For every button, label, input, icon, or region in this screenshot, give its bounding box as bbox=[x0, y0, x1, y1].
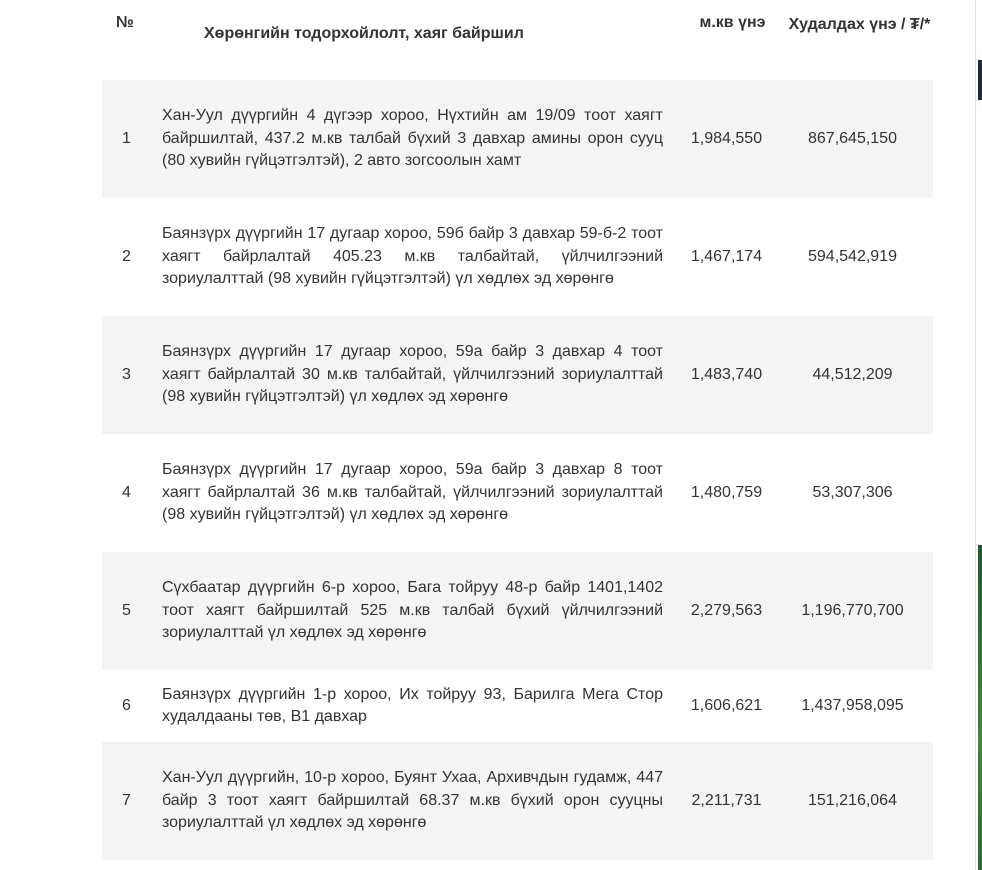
row-number: 7 bbox=[102, 742, 152, 860]
sale-price: 151,216,064 bbox=[786, 742, 933, 860]
price-per-sqm: 1,984,550 bbox=[679, 80, 786, 198]
header-description-label: Хөрөнгийн тодорхойлолт, хаяг байршил bbox=[204, 25, 524, 42]
row-number: 2 bbox=[102, 198, 152, 316]
sale-price: 867,645,150 bbox=[786, 80, 933, 198]
price-per-sqm: 2,211,731 bbox=[679, 742, 786, 860]
asset-sale-table bbox=[102, 0, 933, 860]
header-price-per-sqm bbox=[679, 0, 786, 80]
row-number: 5 bbox=[102, 552, 152, 670]
price-per-sqm: 1,480,759 bbox=[679, 434, 786, 552]
row-number: 1 bbox=[102, 80, 152, 198]
sale-price: 594,542,919 bbox=[786, 198, 933, 316]
edge-strip-green bbox=[978, 545, 982, 870]
price-per-sqm: 1,606,621 bbox=[679, 670, 786, 742]
row-number: 4 bbox=[102, 434, 152, 552]
asset-description: Баянзүрх дүүргийн 17 дугаар хороо, 59б байр 3 давхар 59-б-2 тоот хаягт байрлалтай 405.23 м.кв талбайтай, үйлчилгээний зориулалттай (98 хувийн гүйцэтгэлтэй) үл хөдлөх эд хөрөнгө bbox=[152, 198, 679, 316]
asset-description: Сүхбаатар дүүргийн 6-р хороо, Бага тойруу 48-р байр 1401,1402 тоот хаягт байршилтай 525 м.кв талбай бүхий үйлчилгээний зориулалттай үл хөдлөх эд хөрөнгө bbox=[152, 552, 679, 670]
price-per-sqm: 1,483,740 bbox=[679, 316, 786, 434]
table-row bbox=[102, 434, 933, 552]
asset-description: Хан-Уул дүүргийн, 10-р хороо, Буянт Ухаа, Архивчдын гудамж, 447 байр 3 тоот хаягт байршилтай 68.37 м.кв бүхий орон сууцны зориулалттай үл хөдлөх эд хөрөнгө bbox=[152, 742, 679, 860]
price-per-sqm: 2,279,563 bbox=[679, 552, 786, 670]
row-number: 3 bbox=[102, 316, 152, 434]
table-row bbox=[102, 316, 933, 434]
header-description bbox=[152, 0, 679, 80]
asset-description: Хан-Уул дүүргийн 4 дүгээр хороо, Нүхтийн ам 19/09 тоот хаягт байршилтай, 437.2 м.кв талбай бүхий 3 давхар амины орон сууц (80 хувийн гүйцэтгэлтэй), 2 авто зогсоолын хамт bbox=[152, 80, 679, 198]
table-row bbox=[102, 80, 933, 198]
sale-price: 1,437,958,095 bbox=[786, 670, 933, 742]
header-no-label: № bbox=[116, 14, 134, 31]
sale-price: 53,307,306 bbox=[786, 434, 933, 552]
table-row bbox=[102, 670, 933, 742]
header-price-per-sqm-label: м.кв үнэ bbox=[699, 14, 766, 31]
table-header bbox=[102, 0, 933, 80]
table-body bbox=[102, 80, 933, 860]
asset-description: Баянзүрх дүүргийн 17 дугаар хороо, 59а байр 3 давхар 4 тоот хаягт байрлалтай 30 м.кв талбайтай, үйлчилгээний зориулалттай (98 хувийн гүйцэтгэлтэй) үл хөдлөх эд хөрөнгө bbox=[152, 316, 679, 434]
header-no bbox=[102, 0, 152, 80]
row-number: 6 bbox=[102, 670, 152, 742]
table-row bbox=[102, 742, 933, 860]
price-per-sqm: 1,467,174 bbox=[679, 198, 786, 316]
table-row bbox=[102, 198, 933, 316]
asset-description: Баянзүрх дүүргийн 17 дугаар хороо, 59а байр 3 давхар 8 тоот хаягт байрлалтай 36 м.кв талбайтай, үйлчилгээний зориулалттай (98 хувийн гүйцэтгэлтэй) үл хөдлөх эд хөрөнгө bbox=[152, 434, 679, 552]
asset-description: Баянзүрх дүүргийн 1-р хороо, Их тойруу 93, Барилга Мега Стор худалдааны төв, B1 давхар bbox=[152, 670, 679, 742]
sale-price: 44,512,209 bbox=[786, 316, 933, 434]
sale-price: 1,196,770,700 bbox=[786, 552, 933, 670]
edge-strip-dark bbox=[978, 60, 982, 100]
header-sale-price bbox=[786, 0, 933, 80]
header-sale-price-label: Худалдах үнэ / ₮/* bbox=[788, 16, 931, 33]
table-row bbox=[102, 552, 933, 670]
